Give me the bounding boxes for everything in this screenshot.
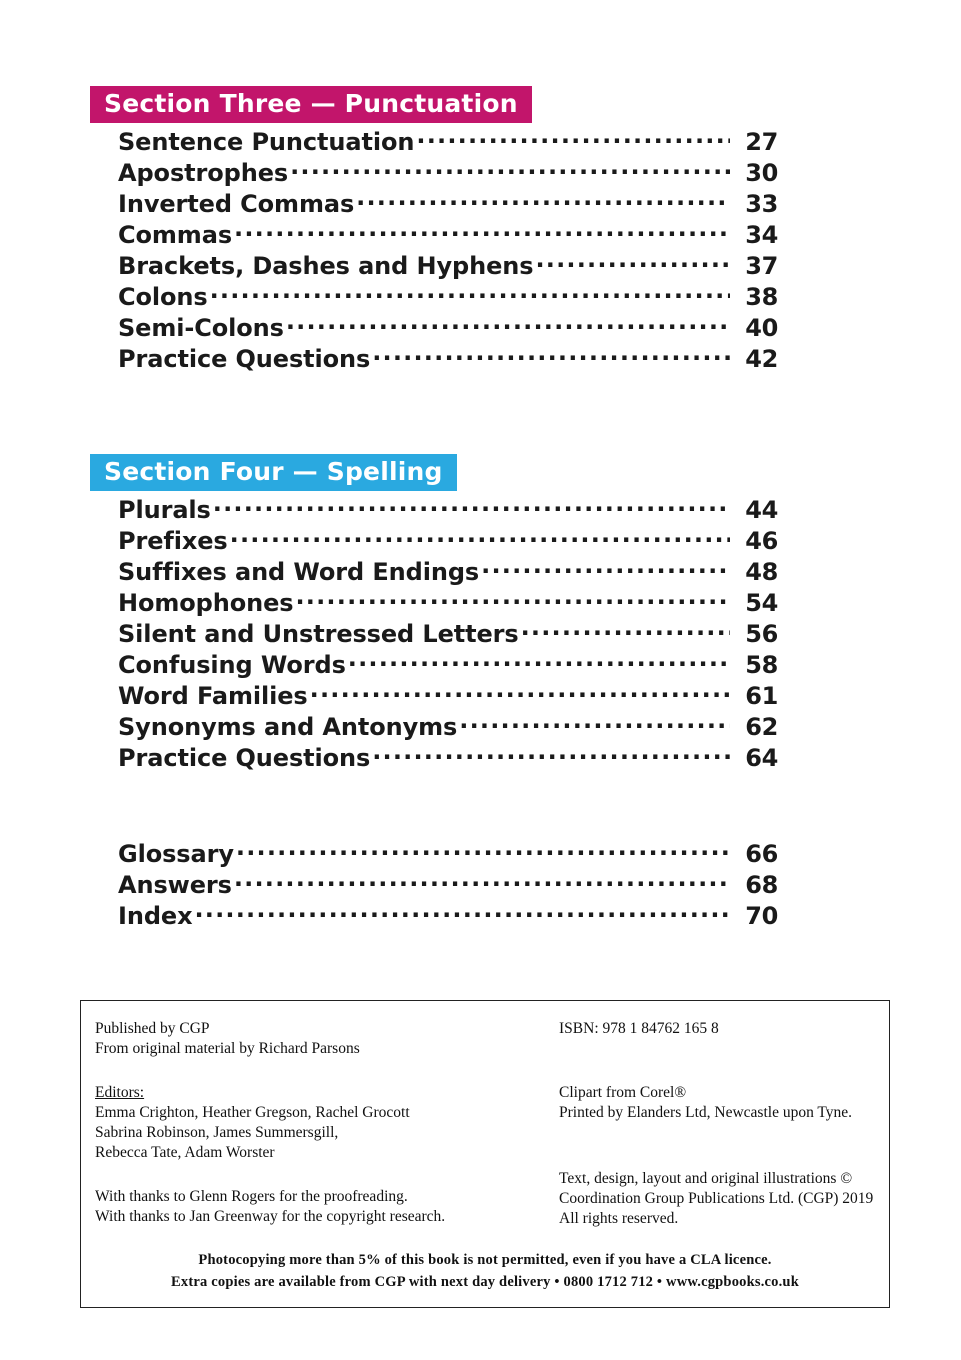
toc-entry-page: 38 [745,283,778,311]
thanks-line-1: With thanks to Glenn Rogers for the proofreading. [95,1188,408,1205]
toc-entry-page: 42 [745,345,778,373]
list-item[interactable] [118,343,778,374]
toc-entry-title: Apostrophes [118,159,289,187]
toc-entry-title: Sentence Punctuation [118,128,415,156]
toc-leader-dots [230,525,730,549]
toc-entry-page: 37 [745,252,778,280]
toc-leader-dots [234,869,730,893]
list-item[interactable] [118,219,778,250]
toc-entry-page: 58 [745,651,778,679]
toc-entry-page: 62 [745,713,778,741]
list-item[interactable] [118,556,778,587]
toc-entry-page: 46 [745,527,778,555]
imprint-right-column [559,1019,879,1123]
toc-list-back-matter [118,838,778,931]
toc-list-punctuation [118,126,778,374]
toc-entry-page: 48 [745,558,778,586]
toc-leader-dots [295,587,730,611]
toc-entry-page: 56 [745,620,778,648]
toc-leader-dots [194,900,730,924]
toc-leader-dots [372,343,730,367]
list-item[interactable] [118,742,778,773]
toc-entry-title: Practice Questions [118,744,371,772]
list-item[interactable] [118,711,778,742]
toc-list-spelling [118,494,778,773]
list-item[interactable] [118,525,778,556]
spacer [95,1059,515,1083]
list-item[interactable] [118,900,778,931]
toc-entry-title: Homophones [118,589,294,617]
list-item[interactable] [118,126,778,157]
spacer [559,1063,879,1083]
clipart-credit: Clipart from Corel® [559,1084,687,1101]
toc-entry-page: 54 [745,589,778,617]
copyright-line-2: Coordination Group Publications Ltd. (CGP) 2019 [559,1190,874,1207]
copyright-line-1: Text, design, layout and original illustrations © [559,1170,853,1187]
list-item[interactable] [118,649,778,680]
toc-entry-page: 44 [745,496,778,524]
toc-entry-title: Semi-Colons [118,314,284,342]
toc-entry-title: Synonyms and Antonyms [118,713,458,741]
toc-entry-page: 70 [745,902,778,930]
footer-line-2: Extra copies are available from CGP with next day delivery • 0800 1712 712 • www.cgpbooks.co.uk [171,1274,799,1290]
toc-leader-dots [348,649,730,673]
toc-leader-dots [356,188,730,212]
toc-leader-dots [416,126,730,150]
toc-entry-title: Word Families [118,682,308,710]
section-banner-spelling: Section Four — Spelling [90,454,457,491]
toc-leader-dots [535,250,730,274]
list-item[interactable] [118,587,778,618]
toc-entry-title: Silent and Unstressed Letters [118,620,519,648]
editors-line-1: Emma Crighton, Heather Gregson, Rachel Grocott [95,1104,410,1121]
toc-entry-title: Answers [118,871,232,899]
toc-entry-page: 61 [745,682,778,710]
toc-entry-page: 64 [745,744,778,772]
toc-leader-dots [236,838,730,862]
editors-line-2: Sabrina Robinson, James Summersgill, [95,1124,339,1141]
toc-entry-page: 33 [745,190,778,218]
toc-leader-dots [213,494,730,518]
toc-entry-title: Inverted Commas [118,190,355,218]
toc-entry-page: 30 [745,159,778,187]
original-material: From original material by Richard Parsons [95,1040,360,1057]
printed-by: Printed by Elanders Ltd, Newcastle upon Tyne. [559,1104,853,1121]
list-item[interactable] [118,869,778,900]
list-item[interactable] [118,188,778,219]
toc-entry-title: Practice Questions [118,345,371,373]
toc-entry-title: Colons [118,283,208,311]
list-item[interactable] [118,250,778,281]
toc-entry-title: Glossary [118,840,234,868]
list-item[interactable] [118,680,778,711]
toc-entry-title: Brackets, Dashes and Hyphens [118,252,534,280]
toc-entry-title: Confusing Words [118,651,346,679]
toc-entry-title: Plurals [118,496,211,524]
spacer [559,1039,879,1063]
toc-leader-dots [234,219,730,243]
toc-leader-dots [210,281,730,305]
list-item[interactable] [118,157,778,188]
toc-entry-page: 40 [745,314,778,342]
toc-entry-page: 68 [745,871,778,899]
list-item[interactable] [118,494,778,525]
toc-leader-dots [372,742,730,766]
thanks-line-2: With thanks to Jan Greenway for the copyright research. [95,1208,446,1225]
toc-leader-dots [521,618,730,642]
spacer [95,1163,515,1187]
footer-line-1: Photocopying more than 5% of this book is not permitted, even if you have a CLA licence. [198,1252,772,1268]
copyright-block [559,1169,889,1229]
toc-entry-title: Prefixes [118,527,228,555]
toc-entry-title: Suffixes and Word Endings [118,558,480,586]
toc-entry-title: Commas [118,221,232,249]
list-item[interactable] [118,838,778,869]
toc-entry-page: 27 [745,128,778,156]
list-item[interactable] [118,281,778,312]
toc-entry-title: Index [118,902,193,930]
toc-leader-dots [310,680,730,704]
toc-leader-dots [459,711,730,735]
section-banner-punctuation: Section Three — Punctuation [90,86,532,123]
imprint-left-column [95,1019,515,1227]
imprint-box [80,1000,890,1308]
toc-leader-dots [481,556,730,580]
list-item[interactable] [118,312,778,343]
isbn: ISBN: 978 1 84762 165 8 [559,1020,719,1037]
published-by: Published by CGP [95,1020,210,1037]
toc-leader-dots [290,157,730,181]
toc-leader-dots [286,312,730,336]
editors-line-3: Rebecca Tate, Adam Worster [95,1144,275,1161]
toc-entry-page: 66 [745,840,778,868]
list-item[interactable] [118,618,778,649]
toc-entry-page: 34 [745,221,778,249]
copyright-line-3: All rights reserved. [559,1210,679,1227]
imprint-footer [81,1249,889,1293]
editors-label: Editors: [95,1084,145,1101]
